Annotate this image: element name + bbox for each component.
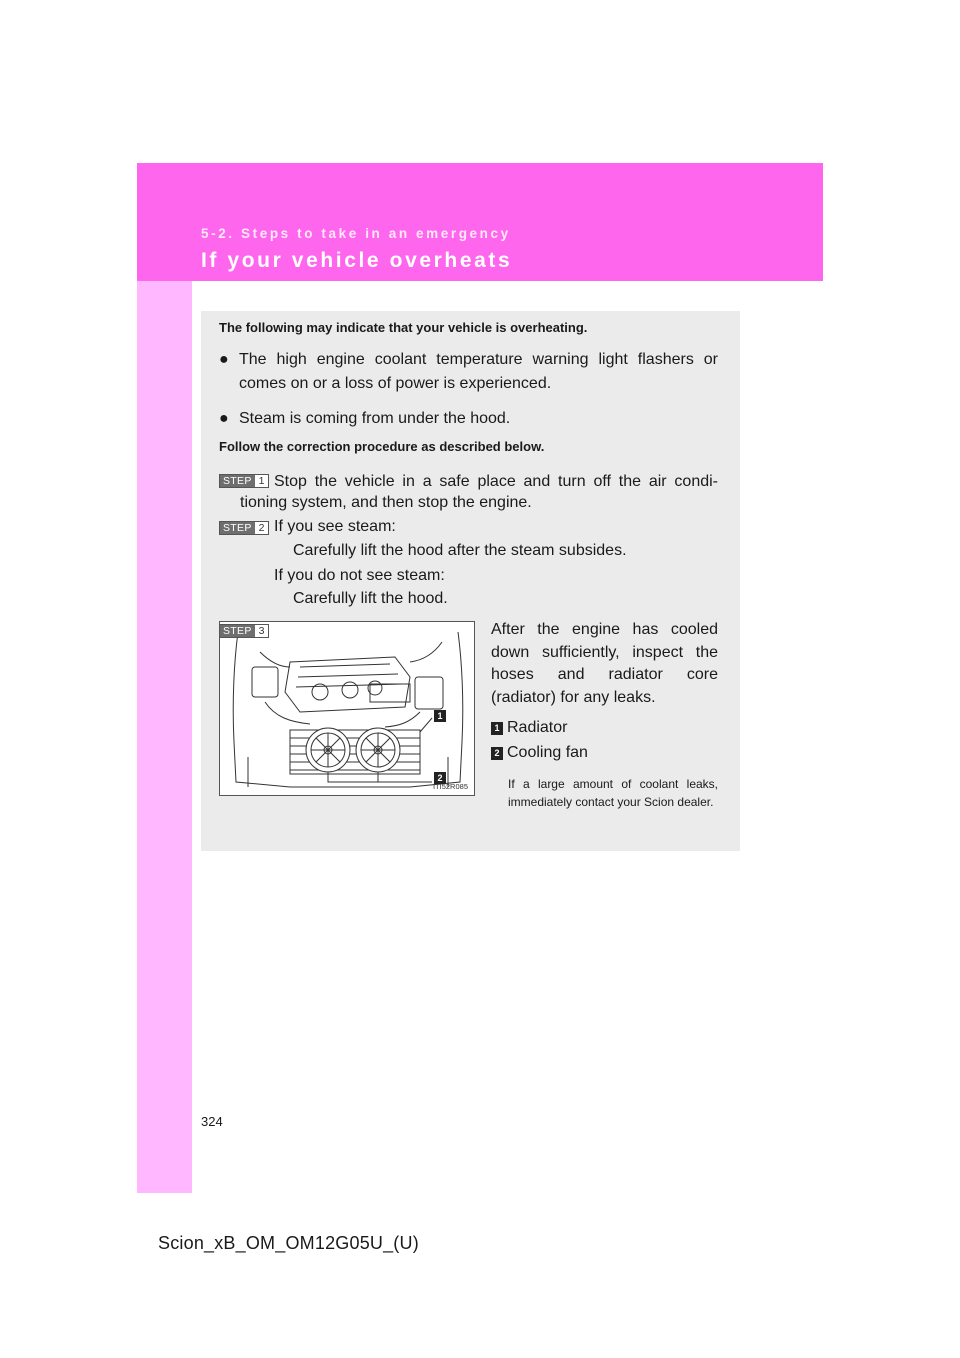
bullet-text: Steam is coming from under the hood. — [239, 410, 511, 427]
legend-label: Radiator — [507, 719, 568, 736]
step-1-text-line2: tioning system, and then stop the engine. — [240, 494, 532, 511]
chapter-sidebar-tab — [137, 163, 192, 1193]
callout-radiator: 1 — [434, 710, 446, 722]
step-3-badge: STEP 3 — [219, 624, 269, 638]
bullet-dot-icon: ● — [219, 351, 229, 368]
section-label: 5-2. Steps to take in an emergency — [201, 226, 511, 241]
coolant-leak-note: If a large amount of coolant leaks, immediately contact your Scion dealer. — [508, 777, 718, 809]
step-2-action-no-steam: Carefully lift the hood. — [293, 590, 448, 607]
bullet-item — [219, 348, 718, 396]
legend-label: Cooling fan — [507, 744, 588, 761]
bullet-dot-icon: ● — [219, 410, 229, 427]
bullet-text: The high engine coolant temperature warning light flashers or comes on or a loss of power is experienced. — [239, 351, 718, 392]
footer-document-code: Scion_xB_OM_OM12G05U_(U) — [158, 1233, 419, 1253]
page-title: If your vehicle overheats — [201, 249, 513, 272]
legend-cooling-fan — [491, 744, 588, 762]
step-3-text: After the engine has cooled down sufficiently, inspect the hoses and radiator core (radiator) for any leaks. — [491, 621, 718, 706]
page-number: 324 — [201, 1114, 223, 1129]
follow-text: Follow the correction procedure as described below. — [219, 439, 545, 454]
figure-code: ITI52R085 — [432, 782, 468, 791]
engine-bay-drawing — [220, 622, 475, 796]
legend-number: 1 — [491, 722, 503, 735]
step-1-text-line1: Stop the vehicle in a safe place and turn off the air condi- — [274, 473, 718, 490]
step-2-case-steam: If you see steam: — [274, 518, 396, 535]
legend-number: 2 — [491, 747, 503, 760]
bullet-item — [219, 407, 718, 431]
step-2-action-steam: Carefully lift the hood after the steam subsides. — [293, 542, 627, 559]
callout-cooling-fan: 2 — [434, 772, 446, 784]
legend-radiator — [491, 719, 567, 737]
step-2-badge: STEP 2 — [219, 521, 269, 535]
step-1-badge: STEP 1 — [219, 474, 269, 488]
step-2-case-no-steam: If you do not see steam: — [274, 567, 445, 584]
engine-bay-illustration — [219, 621, 475, 796]
intro-text: The following may indicate that your vehicle is overheating. — [219, 320, 588, 335]
